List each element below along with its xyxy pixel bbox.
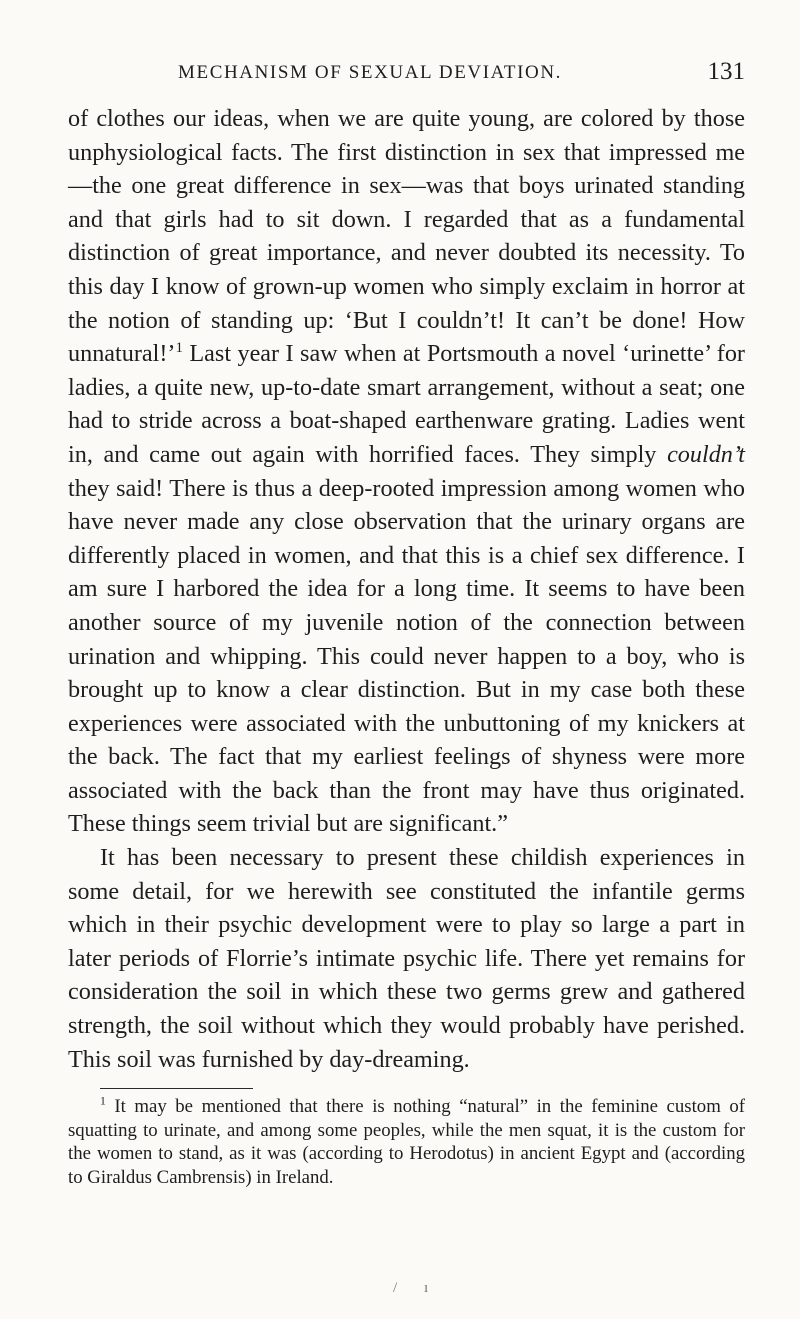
running-title: MECHANISM OF SEXUAL DEVIATION. [178, 62, 563, 83]
page-number: 131 [707, 58, 745, 85]
footnote [68, 1095, 745, 1189]
footnote-text [68, 1095, 745, 1189]
book-page [68, 58, 745, 1189]
footnote-divider [100, 1088, 253, 1089]
scan-mark: ı [424, 1280, 429, 1296]
running-head [68, 58, 745, 102]
paragraph [68, 102, 745, 841]
footnote-number: 1 [100, 1094, 106, 1108]
paragraph: It has been necessary to present these childish experiences in some detail, for we herewith see constituted the infantile germs which in their psychic development were to play so large a part in later periods of Florrie’s intimate psychic life. There yet remains for consideration the soil in which these two germs grew and gathered strength, the soil without which they would probably have perished. This soil was furnished by day-dreaming. [68, 844, 745, 1073]
emphasized-text: couldn’t [667, 440, 745, 468]
scan-mark: / [393, 1280, 398, 1296]
paragraph-text: of clothes our ideas, when we are quite young, are colored by those unphysiological facts. The first distinction in sex that impressed me—the one great difference in sex—was that boys urinated standing and that girls had to sit down. I regarded that as a fundamental distinction of great importance, and never doubted its necessity. To this day I know of grown-up women who simply exclaim in horror at the notion of standing up: ‘But I couldn’t! It can’t be done! How unnatural!’ [68, 105, 745, 368]
paragraph-text: they said! There is thus a deep-rooted impression among women who have never made any close observation that the urinary organs are differently placed in women, and that this is a chief sex difference. I am sure I harbored the idea for a long time. It seems to have been another source of my juvenile notion of the connection between urination and whipping. This could never happen to a boy, who is brought up to know a clear distinction. But in my case both these experiences were associated with the unbuttoning of my knickers at the back. The fact that my earliest feelings of shyness were more associated with the back than the front may have thus originated. These things seem trivial but are significant.” [68, 474, 745, 838]
footnote-body: It may be mentioned that there is nothing “natural” in the feminine custom of squatting to urinate, and among some peoples, while the men squat, it is the custom for the women to stand, as it was (according to Herodotus) in ancient Egypt and (according to Giraldus Cambrensis) in Ireland. [68, 1096, 745, 1188]
footnote-reference: 1 [175, 340, 183, 357]
paragraph-text: Last year I saw when at Portsmouth a novel ‘urinette’ for ladies, a quite new, up-to-date smart arrangement, without a seat; one had to stride across a boat-shaped earthenware grating. Ladies went in, and came out again with horrified faces. They simply [68, 340, 745, 468]
body-text [68, 102, 745, 1076]
